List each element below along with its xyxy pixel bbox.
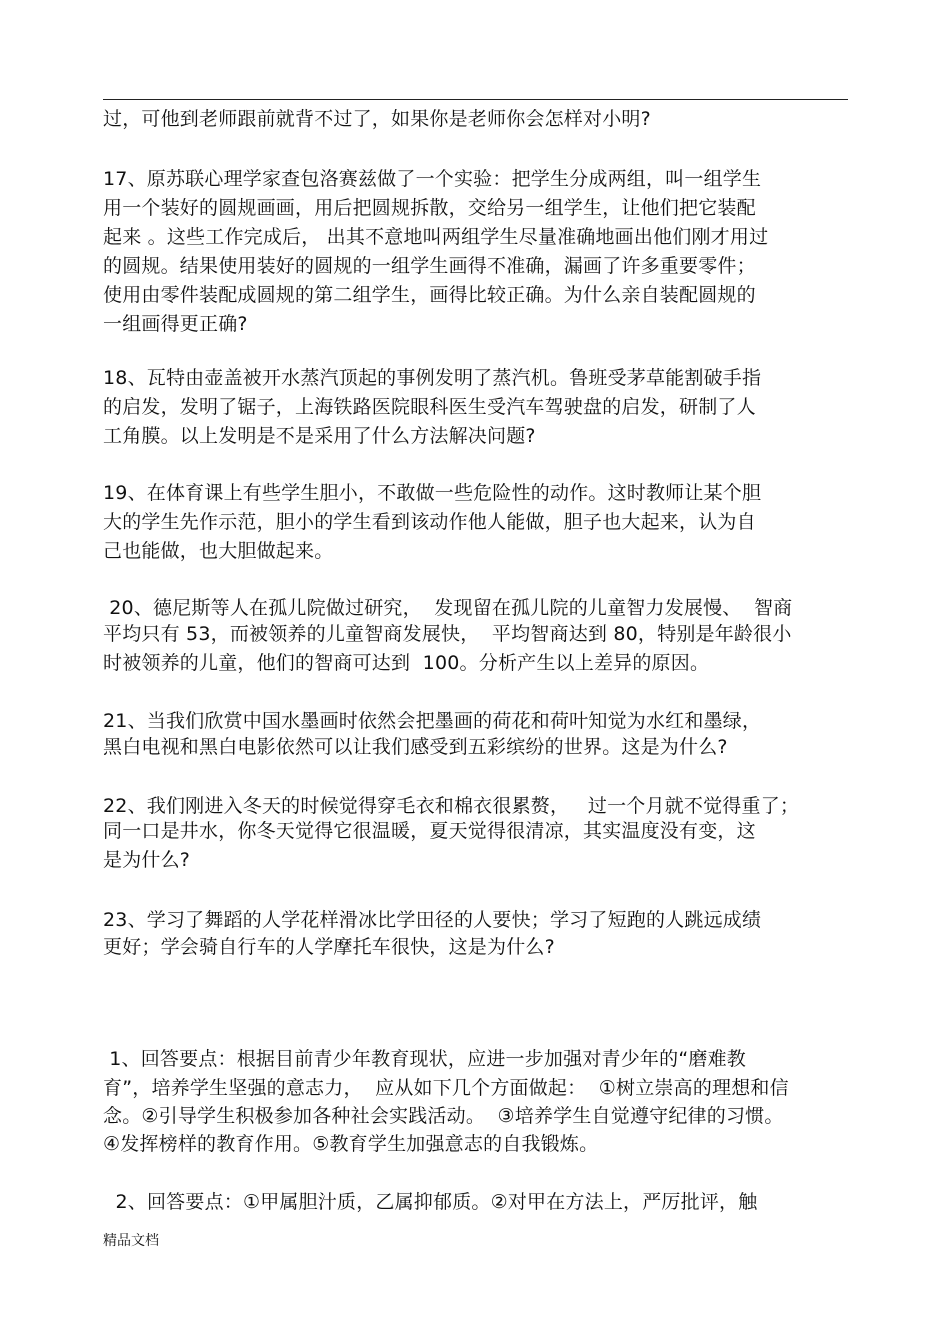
text-line: 使用由零件装配成圆规的第二组学生，画得比较正确。为什么亲自装配圆规的	[103, 284, 756, 306]
text-line: 平均只有 53，而被领养的儿童智商发展快， 平均智商达到 80，特别是年龄很小	[103, 623, 792, 645]
text-line: 己也能做，也大胆做起来。	[103, 540, 334, 562]
header-rule	[103, 99, 848, 100]
text-line: 的圆规。结果使用装好的圆规的一组学生画得不准确，漏画了许多重要零件；	[103, 255, 756, 277]
question-17: 17、原苏联心理学家查包洛赛兹做了一个实验：把学生分成两组，叫一组学生	[103, 168, 762, 190]
text-line: 是为什么?	[103, 849, 191, 871]
text-line: 念。②引导学生积极参加各种社会实践活动。 ③培养学生自觉遵守纪律的习惯。	[103, 1105, 784, 1127]
question-20: 20、德尼斯等人在孤儿院做过研究， 发现留在孤儿院的儿童智力发展慢、 智商	[103, 597, 793, 619]
text-line: 更好；学会骑自行车的人学摩托车很快，这是为什么?	[103, 936, 555, 958]
page-footer: 精品文档	[103, 1233, 159, 1249]
text-line: 起来 。这些工作完成后， 出其不意地叫两组学生尽量准确地画出他们刚才用过	[103, 226, 769, 248]
text-line: 的启发，发明了锯子，上海铁路医院眼科医生受汽车驾驶盘的启发，研制了人	[103, 396, 756, 418]
question-18: 18、瓦特由壶盖被开水蒸汽顶起的事例发明了蒸汽机。鲁班受茅草能割破手指	[103, 367, 762, 389]
question-23: 23、学习了舞蹈的人学花样滑冰比学田径的人要快；学习了短跑的人跳远成绩	[103, 909, 762, 931]
text-line: 过，可他到老师跟前就背不过了，如果你是老师你会怎样对小明?	[103, 108, 651, 130]
text-line: 一组画得更正确?	[103, 313, 248, 335]
text-line: 时被领养的儿童，他们的智商可达到 100。分析产生以上差异的原因。	[103, 652, 710, 674]
question-21: 21、当我们欣赏中国水墨画时依然会把墨画的荷花和荷叶知觉为水红和墨绿，	[103, 710, 762, 732]
text-line: 黑白电视和黑白电影依然可以让我们感受到五彩缤纷的世界。这是为什么?	[103, 736, 728, 758]
text-line: 育”，培养学生坚强的意志力， 应从如下几个方面做起： ①树立崇高的理想和信	[103, 1077, 789, 1099]
text-line: 工角膜。以上发明是不是采用了什么方法解决问题?	[103, 425, 536, 447]
text-line: 用一个装好的圆规画画，用后把圆规拆散，交给另一组学生，让他们把它装配	[103, 197, 756, 219]
text-line: 大的学生先作示范，胆小的学生看到该动作他人能做，胆子也大起来，认为自	[103, 511, 756, 533]
text-line: ④发挥榜样的教育作用。⑤教育学生加强意志的自我锻炼。	[103, 1133, 599, 1155]
question-19: 19、在体育课上有些学生胆小，不敢做一些危险性的动作。这时教师让某个胆	[103, 482, 762, 504]
answer-2: 2、回答要点：①甲属胆汁质，乙属抑郁质。②对甲在方法上，严厉批评，触	[103, 1191, 758, 1213]
question-22: 22、我们刚进入冬天的时候觉得穿毛衣和棉衣很累赘， 过一个月就不觉得重了；	[103, 795, 800, 817]
answer-1: 1、回答要点：根据目前青少年教育现状，应进一步加强对青少年的“磨难教	[103, 1048, 746, 1070]
text-line: 同一口是井水，你冬天觉得它很温暖，夏天觉得很清凉，其实温度没有变，这	[103, 820, 756, 842]
